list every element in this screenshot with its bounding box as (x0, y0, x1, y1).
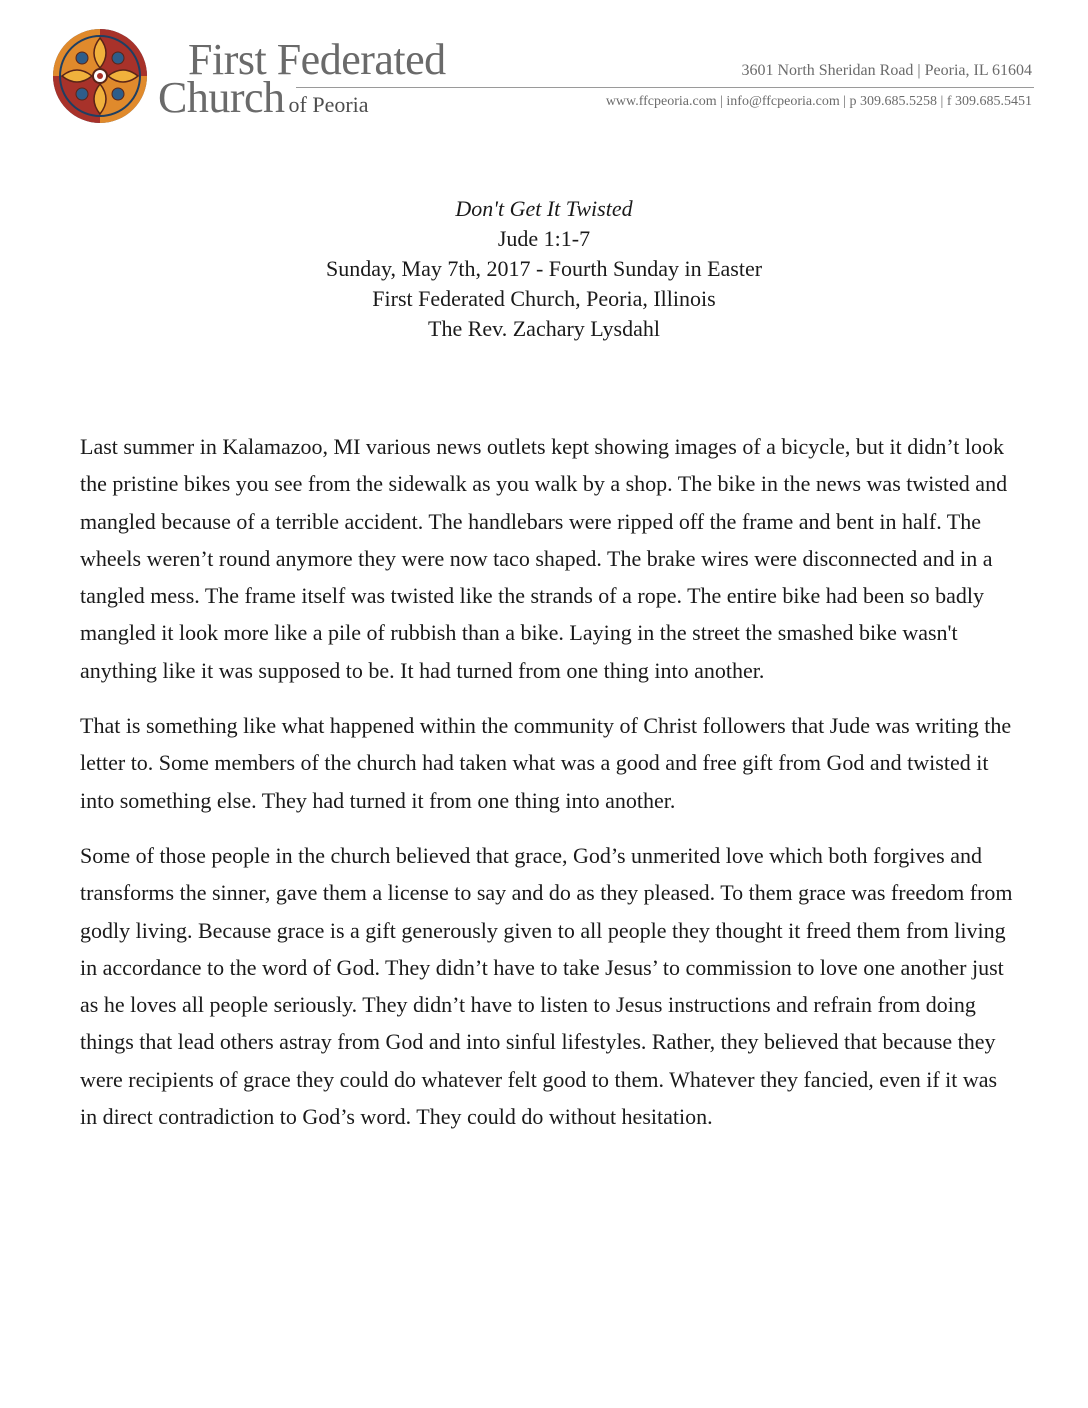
sermon-title: Don't Get It Twisted (455, 196, 633, 221)
org-name-church: Church (158, 73, 285, 122)
sermon-location: First Federated Church, Peoria, Illinois (372, 286, 716, 311)
organization-name (158, 36, 478, 120)
org-name-line2 (158, 74, 369, 129)
org-name-line1: First Federated (188, 35, 446, 84)
sermon-date: Sunday, May 7th, 2017 - Fourth Sunday in Easter (325, 256, 763, 281)
church-address: 3601 North Sheridan Road | Peoria, IL 61604 (741, 62, 1032, 79)
sermon-body (80, 428, 1015, 1153)
church-contact-info: www.ffcpeoria.com | info@ffcpeoria.com | p 309.685.5258 | f 309.685.5451 (605, 94, 1032, 109)
letterhead-divider (296, 87, 1034, 88)
sermon-scripture: Jude 1:1-7 (497, 226, 591, 251)
stained-glass-cross-logo-icon (52, 28, 148, 124)
body-paragraph: That is something like what happened within the community of Christ followers that Jude was writing the letter to. Some members of the church had taken what was a good and free gift from God and twisted it into something else. They had turned it from one thing into another. (80, 713, 1012, 813)
org-name-suffix: of Peoria (288, 92, 369, 117)
body-paragraph: Some of those people in the church believed that grace, God’s unmerited love which both forgives and transforms the sinner, gave them a license to say and do as they pleased. To them grace was freedom from godly living. Because grace is a gift generously given to all people they thought it freed them from living in accordance to the word of God. They didn’t have to take Jesus’ to commission to love one another just as he loves all people seriously. They didn’t have to listen to Jesus instructions and refrain from doing things that lead others astray from God and into sinful lifestyles. Rather, they believed that because they were recipients of grace they could do whatever felt good to them. Whatever they fancied, even if it was in direct contradiction to God’s word. They could do without hesitation. (80, 842, 1013, 1130)
sermon-preacher: The Rev. Zachary Lysdahl (428, 316, 660, 341)
letterhead (0, 0, 1088, 130)
body-paragraph: Last summer in Kalamazoo, MI various news outlets kept showing images of a bicycle, but it didn’t look the pristine bikes you see from the sidewalk as you walk by a shop. The bike in the news was twisted and mangled because of a terrible accident. The handlebars were ripped off the frame and bent in half. The wheels weren’t round anymore they were now taco shaped. The brake wires were disconnected and in a tangled mess. The frame itself was twisted like the strands of a rope. The entire bike had been so badly mangled it look more like a pile of rubbish than a bike. Laying in the street the smashed bike wasn't anything like it was supposed to be. It had turned from one thing into another. (80, 434, 1008, 683)
sermon-header (0, 194, 1088, 344)
